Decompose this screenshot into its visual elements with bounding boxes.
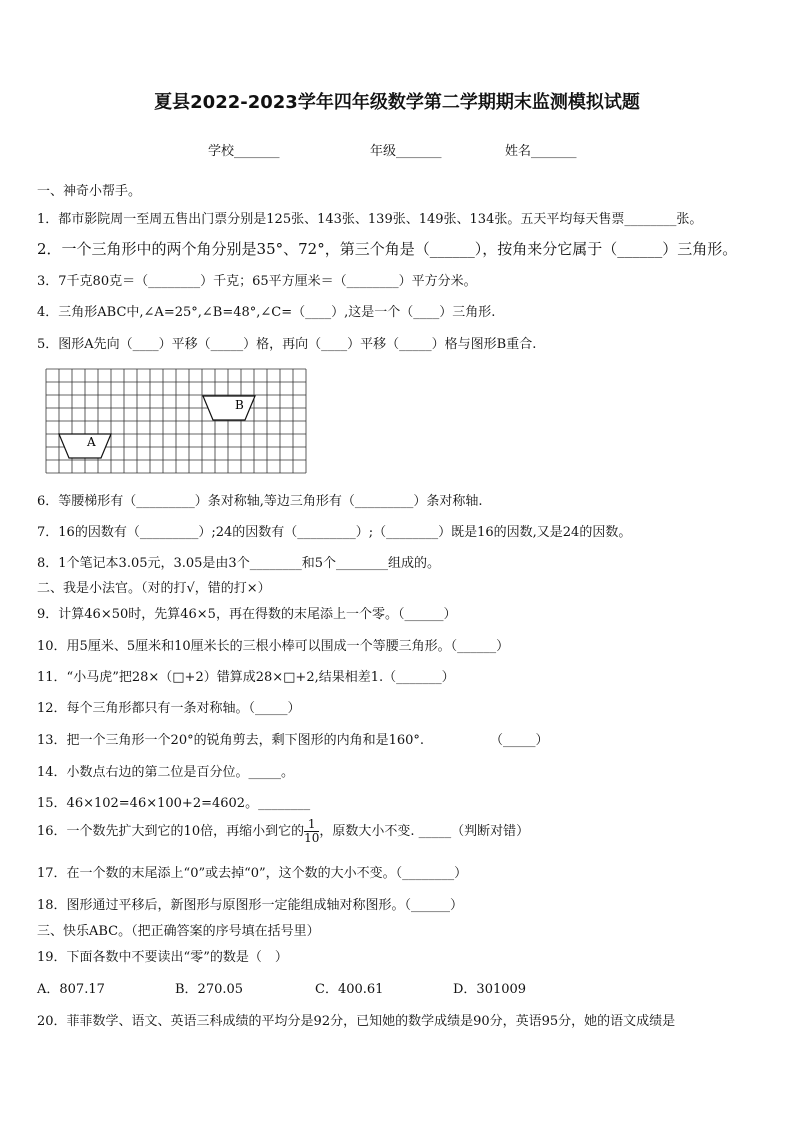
- figure-label-b: B: [235, 398, 244, 412]
- school-field-label: 学校_______: [208, 144, 280, 159]
- fraction-numerator: 1: [304, 818, 319, 832]
- section-heading-2: 二、我是小法官。（对的打√，错的打×）: [37, 581, 271, 596]
- question-4: 4．三角形ABC中,∠A=25°,∠B=48°,∠C=（____）,这是一个（____）三角形.: [37, 305, 496, 320]
- question-16-text-before: 16．一个数先扩大到它的10倍，再缩小到它的: [37, 824, 305, 839]
- question-10: 10．用5厘米、5厘米和10厘米长的三根小棒可以围成一个等腰三角形。（______）: [37, 639, 510, 654]
- grade-field-label: 年级_______: [370, 144, 442, 159]
- question-13: 13．把一个三角形一个20°的锐角剪去，剩下图形的内角和是160°.: [37, 733, 425, 748]
- question-8: 8．1个笔记本3.05元，3.05是由3个________和5个________组成的。: [37, 556, 440, 571]
- question-9: 9．计算46×50时，先算46×5，再在得数的末尾添上一个零。（______）: [37, 607, 457, 622]
- page-title: 夏县2022-2023学年四年级数学第二学期期末监测模拟试题: [154, 92, 640, 113]
- section-heading-3: 三、快乐ABC。（把正确答案的序号填在括号里）: [37, 924, 320, 939]
- question-19: 19．下面各数中不要读出“零”的数是（ ）: [37, 950, 288, 965]
- figure-label-a: A: [87, 435, 96, 449]
- question-11: 11．“小马虎”把28×（□+2）错算成28×□+2,结果相差1.（_______）: [37, 670, 455, 685]
- fraction-one-tenth: [304, 818, 319, 845]
- fraction-denominator: 10: [304, 831, 320, 845]
- question-20: 20．菲菲数学、语文、英语三科成绩的平均分是92分，已知她的数学成绩是90分，英语95分，她的语文成绩是: [37, 1014, 676, 1029]
- q19-option-c: C．400.61: [315, 982, 384, 997]
- q19-option-a: A．807.17: [37, 982, 105, 997]
- question-16-text-after: ，原数大小不变. _____（判断对错）: [319, 824, 530, 839]
- question-17: 17．在一个数的末尾添上“0”或去掉“0”，这个数的大小不变。（________）: [37, 866, 468, 881]
- question-14: 14．小数点右边的第二位是百分位。_____。: [37, 765, 295, 780]
- question-15: 15．46×102=46×100+2=4602。________: [37, 796, 311, 811]
- q19-option-b: B．270.05: [175, 982, 244, 997]
- name-field-label: 姓名_______: [505, 144, 577, 159]
- trapezoid-b: [203, 396, 255, 420]
- question-3: 3．7千克80克＝（________）千克；65平方厘米＝（________）平方分米。: [37, 274, 477, 289]
- q19-option-d: D．301009: [453, 982, 527, 997]
- question-6: 6．等腰梯形有（_________）条对称轴,等边三角形有（_________）条对称轴.: [37, 494, 483, 509]
- translation-grid-figure: [45, 368, 309, 474]
- question-18: 18．图形通过平移后，新图形与原图形一定能组成轴对称图形。（______）: [37, 898, 464, 913]
- question-16: [37, 818, 529, 845]
- question-7: 7．16的因数有（_________）;24的因数有（_________）;（________）既是16的因数,又是24的因数。: [37, 525, 632, 540]
- section-heading-1: 一、神奇小帮手。: [37, 184, 142, 199]
- question-2: 2．一个三角形中的两个角分别是35°、72°，第三个角是（______），按角来分它属于（______）三角形。: [37, 240, 738, 258]
- question-5: 5．图形A先向（____）平移（_____）格，再向（____）平移（_____）格与图形B重合.: [37, 337, 537, 352]
- trapezoid-a: [59, 434, 111, 458]
- question-1: 1．都市影院周一至周五售出门票分别是125张、143张、139张、149张、134张。五天平均每天售票________张。: [37, 212, 703, 227]
- question-13-answer-blank: （_____）: [490, 733, 549, 748]
- question-12: 12．每个三角形都只有一条对称轴。（_____）: [37, 701, 301, 716]
